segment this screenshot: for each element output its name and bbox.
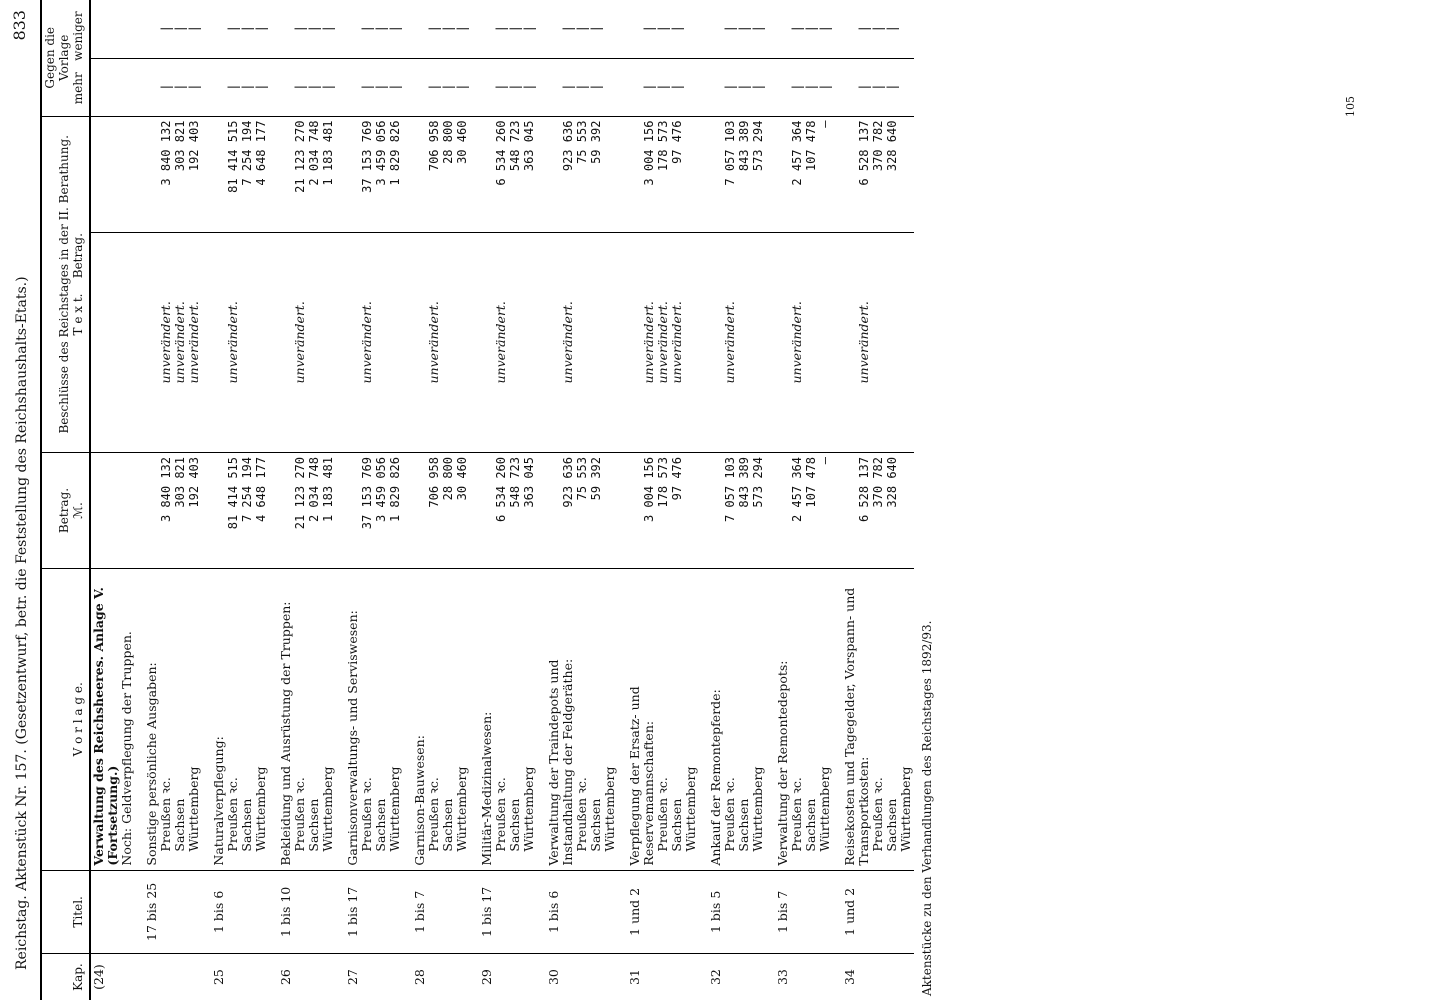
col-weniger-label: weniger <box>71 11 85 61</box>
row-kap: 31 <box>618 954 699 1000</box>
row-text <box>135 232 202 452</box>
row-kap: 33 <box>766 954 833 1000</box>
row-betrag <box>135 452 202 568</box>
betrag2-value: 573 294 <box>751 120 765 172</box>
row-mehr: | | | <box>833 58 914 116</box>
betrag2-value: 192 403 <box>187 120 201 172</box>
betrag-value: 923 636 <box>561 456 575 508</box>
row-titel: 1 bis 7 <box>403 870 470 954</box>
text-value: unverändert. <box>641 301 656 384</box>
row-label <box>202 568 269 870</box>
row-item: Sachsen <box>736 798 751 852</box>
col-gegen <box>42 0 90 116</box>
row-titel: 17 bis 25 <box>135 870 202 954</box>
page-reference: 105 <box>1344 96 1357 117</box>
betrag2-value: 37 153 769 <box>360 120 374 193</box>
text-value: unverändert. <box>655 301 670 384</box>
betrag2-value: 6 534 260 <box>494 120 508 186</box>
betrag2-value: 4 648 177 <box>254 120 268 186</box>
row-titel: 1 bis 10 <box>269 870 336 954</box>
row-kap: 25 <box>202 954 269 1000</box>
row-item: Sachsen <box>884 798 899 852</box>
betrag2-value: 3 004 156 <box>642 120 656 186</box>
row-titel: 1 und 2 <box>833 870 914 954</box>
col-betrag2-label: Betrag. <box>71 233 85 279</box>
table-body <box>90 0 914 1000</box>
row-item: Preußen ꝛc. <box>870 777 885 852</box>
betrag-value: 107 478 <box>804 456 818 508</box>
row-heading: Verpflegung der Ersatz- und Reservemannschaften: <box>627 686 656 866</box>
row-text <box>336 232 403 452</box>
row-weniger: | | | <box>292 25 335 33</box>
row-item: Sachsen <box>588 798 603 852</box>
col-kap: Kap. <box>42 954 90 1000</box>
row-mehr: | | | <box>699 58 766 116</box>
row-item: Württemberg <box>683 766 698 852</box>
betrag2-value: 30 460 <box>455 120 469 164</box>
row-item: Württemberg <box>320 766 335 852</box>
betrag-value: 37 153 769 <box>360 456 374 530</box>
betrag-value: 28 800 <box>441 456 455 501</box>
row-heading: Garnison-Bauwesen: <box>412 735 427 866</box>
row-betrag <box>403 452 470 568</box>
row-betrag <box>202 452 269 568</box>
row-item: Württemberg <box>898 766 913 852</box>
row-label <box>766 568 833 870</box>
betrag2-value: 97 476 <box>670 120 684 164</box>
row-betrag <box>269 452 336 568</box>
header-title: Reichstag. Aktenstück Nr. 157. (Gesetzentwurf, betr. die Feststellung des Reichshaushalts-Etats.) <box>14 276 30 970</box>
row-text <box>699 232 766 452</box>
row-weniger: | | | <box>722 25 765 33</box>
table-row <box>470 0 537 1000</box>
row-betrag <box>336 452 403 568</box>
text-value: unverändert. <box>722 301 737 384</box>
row-label <box>336 568 403 870</box>
row-betrag2 <box>766 116 833 232</box>
col-mehr-label: mehr <box>71 72 85 105</box>
betrag2-value: 178 573 <box>656 120 670 172</box>
text-value: unverändert. <box>359 301 374 384</box>
page-header <box>0 0 42 1000</box>
table-row <box>135 0 202 1000</box>
row-item: Württemberg <box>454 766 469 852</box>
row-kap: 34 <box>833 954 914 1000</box>
row-betrag <box>766 452 833 568</box>
dfg-stamp <box>1405 10 1429 650</box>
row-text <box>766 232 833 452</box>
betrag2-value: 2 034 748 <box>307 120 321 186</box>
row-text <box>202 232 269 452</box>
betrag-value: 3 004 156 <box>642 456 656 523</box>
col-gegen-label: Gegen die Vorlage <box>43 26 71 89</box>
betrag-value: 370 782 <box>871 456 885 508</box>
betrag-value: 75 553 <box>575 456 589 501</box>
row-text <box>403 232 470 452</box>
betrag-value: 21 123 270 <box>293 456 307 530</box>
betrag-value: 178 573 <box>656 456 670 508</box>
row-label <box>269 568 336 870</box>
betrag2-value: 3 459 056 <box>374 120 388 186</box>
row-text <box>618 232 699 452</box>
table-row <box>618 0 699 1000</box>
row-item: Württemberg <box>387 766 402 852</box>
row-betrag <box>618 452 699 568</box>
betrag2-value: 370 782 <box>871 120 885 172</box>
betrag-value: 97 476 <box>670 456 684 501</box>
page-number: 833 <box>10 10 29 41</box>
row-item: Württemberg <box>186 766 201 852</box>
row-item: Sachsen <box>669 798 684 852</box>
row-text <box>269 232 336 452</box>
row-betrag2 <box>618 116 699 232</box>
row-item: Preußen ꝛc. <box>789 777 804 852</box>
betrag-value: 3 840 132 <box>159 456 173 523</box>
row-weniger: | | | <box>641 25 684 33</box>
col-text-label: T e x t. <box>71 293 85 336</box>
row-item: Preußen ꝛc. <box>225 777 240 852</box>
row-weniger: | | | <box>493 25 536 33</box>
row-mehr: | | | <box>336 58 403 116</box>
text-value: unverändert. <box>426 301 441 384</box>
betrag2-value: 2 457 364 <box>790 120 804 186</box>
betrag-value: 192 403 <box>187 456 201 508</box>
row-item: Sachsen <box>373 798 388 852</box>
row-heading: Ankauf der Remontepferde: <box>708 689 723 866</box>
table-row <box>269 0 336 1000</box>
text-value: unverändert. <box>789 301 804 384</box>
row-label <box>699 568 766 870</box>
betrag2-value: 59 392 <box>589 120 603 164</box>
row-item: Württemberg <box>602 766 617 852</box>
betrag2-value: 7 254 194 <box>240 120 254 186</box>
table-row <box>202 0 269 1000</box>
text-value: unverändert. <box>493 301 508 384</box>
betrag2-value: 81 414 515 <box>226 120 240 193</box>
row-item: Sachsen <box>440 798 455 852</box>
col-betrag-unit: ℳ. <box>71 502 85 519</box>
row-label <box>833 568 914 870</box>
betrag-value: 706 958 <box>427 456 441 508</box>
row-item: Preußen ꝛc. <box>359 777 374 852</box>
row-weniger: | | | <box>789 25 832 33</box>
row-kap: 27 <box>336 954 403 1000</box>
betrag-value: 1 829 826 <box>388 456 402 523</box>
betrag-value: 2 034 748 <box>307 456 321 523</box>
row-betrag2 <box>699 116 766 232</box>
betrag-value: 6 534 260 <box>494 456 508 523</box>
betrag-value: 4 648 177 <box>254 456 268 523</box>
row-item: Sachsen <box>306 798 321 852</box>
row-weniger: | | | <box>856 25 899 33</box>
row-item: Württemberg <box>521 766 536 852</box>
betrag-value: 548 723 <box>508 456 522 508</box>
row-item: Preußen ꝛc. <box>292 777 307 852</box>
row-item: Sachsen <box>507 798 522 852</box>
row-item: Preußen ꝛc. <box>426 777 441 852</box>
row-betrag <box>470 452 537 568</box>
betrag-value: 328 640 <box>885 456 899 508</box>
betrag-value: — <box>818 456 832 465</box>
row-weniger: | | | <box>426 25 469 33</box>
row-mehr: | | | <box>269 58 336 116</box>
text-value: unverändert. <box>158 301 173 384</box>
row-weniger: | | | <box>158 25 201 33</box>
row-kap: 28 <box>403 954 470 1000</box>
betrag-value: 2 457 364 <box>790 456 804 523</box>
betrag2-value: 75 553 <box>575 120 589 164</box>
betrag2-value: 1 183 481 <box>321 120 335 186</box>
table-row <box>336 0 403 1000</box>
row-item: Württemberg <box>750 766 765 852</box>
row-betrag2 <box>833 116 914 232</box>
row-betrag2 <box>202 116 269 232</box>
text-value: unverändert. <box>172 301 187 384</box>
betrag-value: 843 389 <box>737 456 751 508</box>
betrag2-value: 28 800 <box>441 120 455 164</box>
row-label <box>403 568 470 870</box>
table-row <box>403 0 470 1000</box>
row-item: Preußen ꝛc. <box>493 777 508 852</box>
col-betrag <box>42 452 90 568</box>
text-value: unverändert. <box>669 301 684 384</box>
row-mehr: | | | <box>135 58 202 116</box>
betrag-value: 303 821 <box>173 456 187 508</box>
row-betrag2 <box>269 116 336 232</box>
row-titel: 1 bis 7 <box>766 870 833 954</box>
row-label <box>537 568 618 870</box>
row-heading: Reisekosten und Tagegelder, Vorspann- und Transportkosten: <box>842 587 871 866</box>
col-beschluesse-label: Beschlüsse des Reichstages in der II. Berathung. <box>57 135 71 434</box>
betrag2-value: 1 829 826 <box>388 120 402 186</box>
betrag-value: 30 460 <box>455 456 469 501</box>
row-label <box>135 568 202 870</box>
section-title: Verwaltung des Reichsheeres. Anlage V. (Fortsetzung.) <box>91 587 120 866</box>
row-item: Preußen ꝛc. <box>655 777 670 852</box>
row-item: Württemberg <box>253 766 268 852</box>
row-mehr: | | | <box>537 58 618 116</box>
col-beschluesse <box>42 116 90 452</box>
betrag-value: 3 459 056 <box>374 456 388 523</box>
betrag2-value: 303 821 <box>173 120 187 172</box>
row-item: Sachsen <box>803 798 818 852</box>
row-heading: Sonstige persönliche Ausgaben: <box>144 662 159 866</box>
intro-row <box>90 0 135 1000</box>
row-kap: 32 <box>699 954 766 1000</box>
row-betrag <box>833 452 914 568</box>
intro-kap: (24) <box>90 954 135 1000</box>
row-mehr: | | | <box>403 58 470 116</box>
row-kap: 29 <box>470 954 537 1000</box>
table-row <box>766 0 833 1000</box>
row-item: Preußen ꝛc. <box>574 777 589 852</box>
row-text <box>470 232 537 452</box>
betrag-value: 1 183 481 <box>321 456 335 523</box>
betrag2-value: 7 057 103 <box>723 120 737 186</box>
text-value: unverändert. <box>225 301 240 384</box>
betrag-value: 363 045 <box>522 456 536 508</box>
row-weniger: | | | <box>225 25 268 33</box>
row-betrag2 <box>135 116 202 232</box>
betrag2-value: 6 528 137 <box>857 120 871 186</box>
betrag-value: 6 528 137 <box>857 456 871 523</box>
col-titel: Titel. <box>42 870 90 954</box>
row-betrag2 <box>470 116 537 232</box>
row-titel: 1 und 2 <box>618 870 699 954</box>
row-weniger: | | | <box>560 25 603 33</box>
row-betrag2 <box>403 116 470 232</box>
row-betrag2 <box>537 116 618 232</box>
budget-table <box>42 0 914 1000</box>
table-row <box>833 0 914 1000</box>
betrag2-value: 21 123 270 <box>293 120 307 193</box>
betrag-value: 59 392 <box>589 456 603 501</box>
row-titel: 1 bis 6 <box>537 870 618 954</box>
row-item: Sachsen <box>239 798 254 852</box>
table-row <box>699 0 766 1000</box>
row-kap: 26 <box>269 954 336 1000</box>
row-heading: Verwaltung der Traindepots und Instandhaltung der Feldgeräthe: <box>546 658 575 866</box>
row-mehr: | | | <box>766 58 833 116</box>
row-label <box>618 568 699 870</box>
text-value: unverändert. <box>856 301 871 384</box>
betrag2-value: 107 478 <box>804 120 818 172</box>
betrag2-value: 328 640 <box>885 120 899 172</box>
footer-note: Aktenstücke zu den Verhandlungen des Reichstages 1892/93. <box>920 620 934 996</box>
text-value: unverändert. <box>292 301 307 384</box>
section-subtitle: Noch: Geldverpflegung der Truppen. <box>119 631 134 866</box>
betrag2-value: — <box>818 120 832 128</box>
row-titel: 1 bis 17 <box>336 870 403 954</box>
row-titel: 1 bis 6 <box>202 870 269 954</box>
row-heading: Garnisonverwaltungs- und Serviswesen: <box>345 610 360 866</box>
row-betrag <box>699 452 766 568</box>
betrag-value: 7 254 194 <box>240 456 254 523</box>
row-item: Preußen ꝛc. <box>158 777 173 852</box>
betrag2-value: 363 045 <box>522 120 536 172</box>
row-heading: Verwaltung der Remontedepots: <box>775 660 790 866</box>
row-kap: 30 <box>537 954 618 1000</box>
row-text <box>833 232 914 452</box>
betrag-value: 573 294 <box>751 456 765 508</box>
row-item: Württemberg <box>817 766 832 852</box>
betrag-value: 7 057 103 <box>723 456 737 523</box>
row-titel: 1 bis 17 <box>470 870 537 954</box>
row-weniger: | | | <box>359 25 402 33</box>
text-value: unverändert. <box>560 301 575 384</box>
betrag2-value: 706 958 <box>427 120 441 172</box>
row-mehr: | | | <box>470 58 537 116</box>
table-row <box>537 0 618 1000</box>
row-heading: Militär-Medizinalwesen: <box>479 711 494 866</box>
row-heading: Naturalverpflegung: <box>211 736 226 866</box>
col-vorlage: V o r l a g e. <box>42 568 90 870</box>
row-kap <box>135 954 202 1000</box>
col-betrag-label: Betrag. <box>57 487 71 534</box>
betrag2-value: 843 389 <box>737 120 751 172</box>
row-text <box>537 232 618 452</box>
row-heading: Bekleidung und Ausrüstung der Truppen: <box>278 601 293 866</box>
row-mehr: | | | <box>618 58 699 116</box>
text-value: unverändert. <box>186 301 201 384</box>
row-item: Preußen ꝛc. <box>722 777 737 852</box>
row-betrag2 <box>336 116 403 232</box>
betrag2-value: 3 840 132 <box>159 120 173 186</box>
row-label <box>470 568 537 870</box>
row-item: Sachsen <box>172 798 187 852</box>
row-mehr: | | | <box>202 58 269 116</box>
betrag2-value: 923 636 <box>561 120 575 172</box>
betrag2-value: 548 723 <box>508 120 522 172</box>
row-titel: 1 bis 5 <box>699 870 766 954</box>
betrag-value: 81 414 515 <box>226 456 240 530</box>
row-betrag <box>537 452 618 568</box>
